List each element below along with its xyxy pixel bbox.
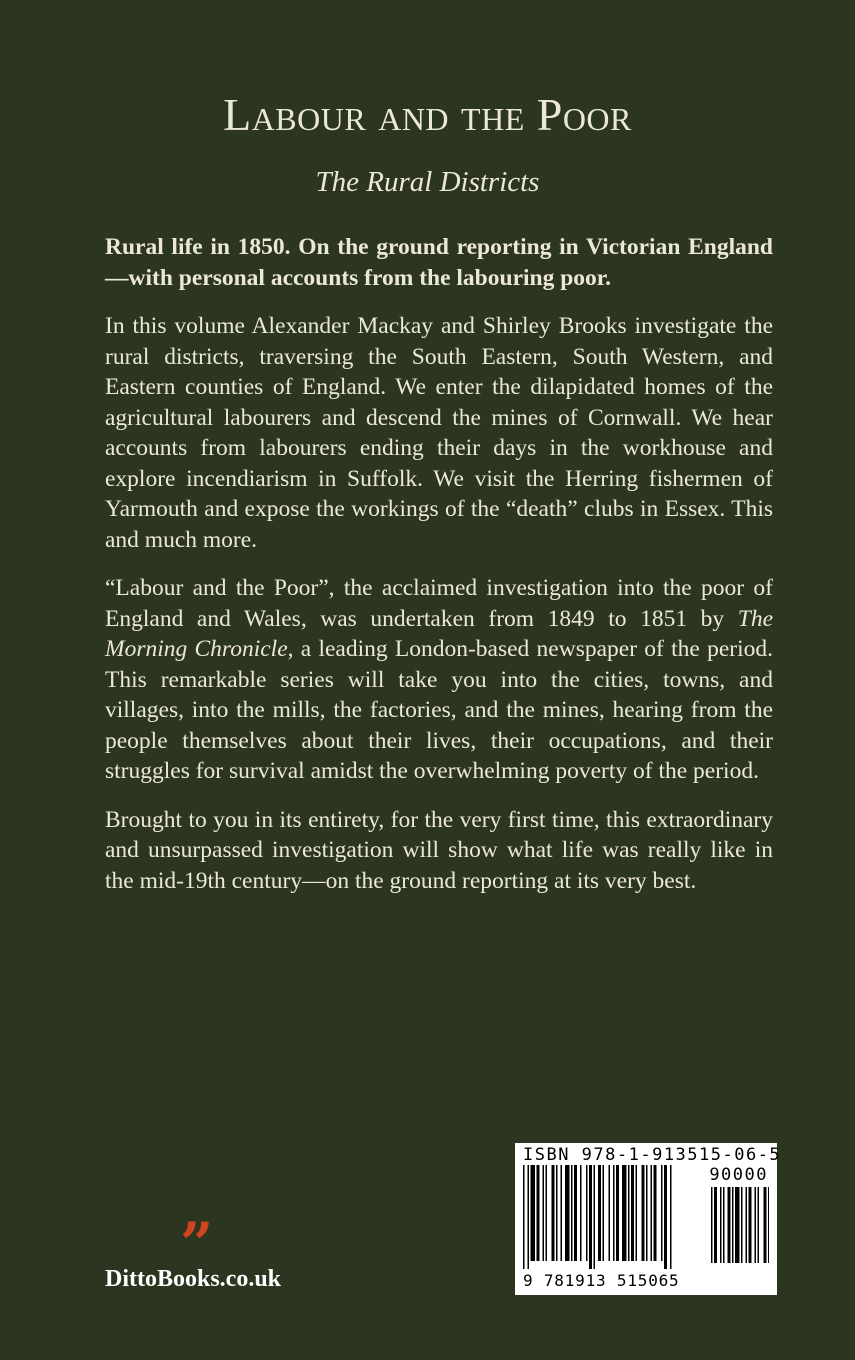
- isbn-barcode: [515, 1143, 782, 1295]
- barcode-bars: [523, 1165, 705, 1273]
- ean-digits: 9 781913 515065: [523, 1271, 680, 1290]
- barcode-addon-bars: [711, 1187, 769, 1271]
- isbn-label: ISBN 978-1-913515-06-5: [523, 1145, 782, 1165]
- book-subtitle: The Rural Districts: [315, 166, 540, 198]
- publisher-website: DittoBooks.co.uk: [105, 1266, 282, 1292]
- publisher-logo: [105, 1210, 295, 1293]
- blurb: [105, 232, 773, 914]
- quote-mark-icon: ”: [180, 1210, 214, 1278]
- paragraph-2-start: “Labour and the Poor”, the acclaimed investigation into the poor of England and Wales, was undertaken from 1849 to 1851 by: [105, 575, 773, 632]
- book-title: Labour and the Poor: [223, 89, 632, 140]
- paragraph-1: In this volume Alexander Mackay and Shirley Brooks investigate the rural districts, traversing the South Eastern, South Western, and Eastern counties of England. We enter the dilapidated homes of the agricultural labourers and descend the mines of Cornwall. We hear accounts from labourers ending their days in the workhouse and explore incendiarism in Suffolk. We visit the Herring fishermen of Yarmouth and expose the workings of the “death” clubs in Essex. This and much more.: [105, 313, 773, 553]
- paragraph-2-end: , a leading London-based newspaper of the period. This remarkable series will take you into the cities, towns, and villages, into the mills, the factories, and the mines, hearing from the people themselves about their lives, their occupations, and their struggles for survival amidst the overwhelming poverty of the period.: [105, 636, 773, 784]
- newspaper-name: The Morning Chronicle: [105, 605, 774, 662]
- lead-paragraph: Rural life in 1850. On the ground reporting in Victorian England—with personal accounts from the labouring poor.: [105, 234, 773, 291]
- paragraph-2: [105, 573, 773, 787]
- price-code: 90000: [709, 1165, 768, 1185]
- paragraph-3: Brought to you in its entirety, for the very first time, this extraordinary and unsurpassed investigation will show what life was really like in the mid-19th century—on the ground reporting at its very best.: [105, 806, 773, 894]
